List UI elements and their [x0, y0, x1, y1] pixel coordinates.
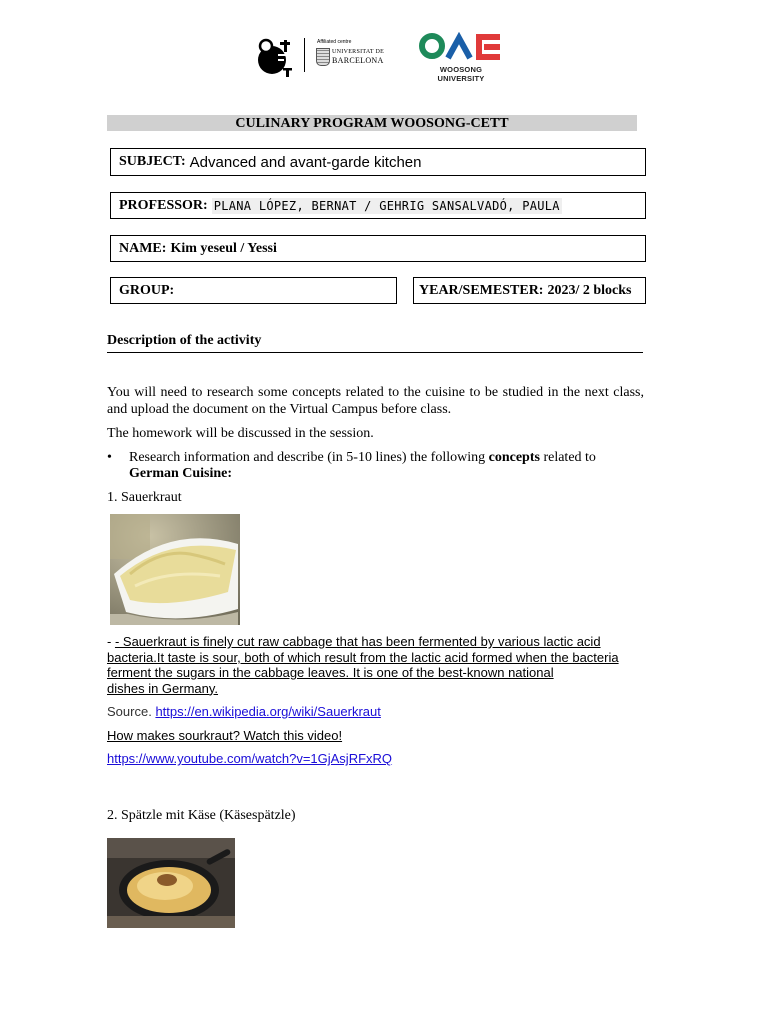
professor-label: PROFESSOR: [119, 197, 208, 213]
group-field [110, 277, 397, 304]
sauerkraut-desc-line-2: bacteria.It taste is sour, both of which result from the lactic acid formed when the bacteria [107, 649, 619, 665]
year-label: YEAR/SEMESTER: [419, 282, 544, 298]
bullet-text-part1: Research information and describe (in 5-10 lines) the following [129, 450, 489, 465]
subject-value: Advanced and avant-garde kitchen [189, 153, 422, 171]
source-label: Source. [107, 704, 152, 719]
bullet-text-part2: related to [539, 450, 596, 465]
universitat-barcelona-logo [312, 38, 392, 72]
page-title: CULINARY PROGRAM WOOSONG-CETT [107, 115, 637, 131]
youtube-link[interactable]: https://www.youtube.com/watch?v=1GjAsjRFxRQ [107, 751, 393, 766]
group-label: GROUP: [119, 282, 175, 298]
bullet-bold-german-cuisine: German Cuisine: [129, 466, 233, 481]
sauerkraut-description [107, 634, 647, 696]
kasespatzle-image [107, 838, 235, 928]
sauerkraut-desc-line-1-text: - Sauerkraut is finely cut raw cabbage that has been fermented by various lactic acid [114, 634, 601, 649]
ub-name-line2: BARCELONA [332, 56, 384, 65]
sauerkraut-desc-line-3: ferment the sugars in the cabbage leaves. It is one of the best-known national [107, 665, 554, 680]
cett-logo [256, 34, 300, 78]
description-paragraph-1: You will need to research some concepts related to the cuisine to be studied in the next class, and upload the document on the Virtual Campus before class. [107, 385, 644, 417]
professor-field [110, 192, 646, 219]
professor-value: PLANA LÓPEZ, BERNAT / GEHRIG SANSALVADÓ, PAULA [213, 198, 560, 213]
subject-label: SUBJECT: [119, 154, 186, 169]
name-field [110, 235, 646, 262]
source-line [107, 704, 381, 719]
woosong-name: WOOSONG UNIVERSITY [437, 65, 485, 83]
year-value: 2023/ 2 blocks [547, 282, 632, 298]
ub-affiliated-text: Affiliated centre [317, 39, 352, 45]
ub-name-line1: UNIVERSITAT DE [332, 49, 385, 55]
name-value: Kim yeseul / Yessi [170, 240, 277, 256]
ub-crest-icon [316, 48, 330, 66]
item-2-title: 2. Spätzle mit Käse (Käsespätzle) [107, 808, 296, 823]
sauerkraut-desc-line-1: - - Sauerkraut is finely cut raw cabbage that has been fermented by various lactic acid [107, 634, 601, 649]
video-prompt: How makes sourkraut? Watch this video! [107, 728, 343, 743]
description-heading: Description of the activity [107, 333, 643, 353]
name-label: NAME: [119, 240, 167, 256]
bullet-icon: • [107, 450, 112, 465]
sauerkraut-desc-line-4: dishes in Germany. [107, 680, 219, 696]
item-1-title: 1. Sauerkraut [107, 490, 182, 505]
logo-divider [304, 38, 305, 72]
description-paragraph-2: The homework will be discussed in the session. [107, 426, 374, 441]
wikipedia-link[interactable]: https://en.wikipedia.org/wiki/Sauerkraut [155, 704, 381, 719]
year-semester-field [413, 277, 646, 304]
woosong-university-logo [418, 32, 504, 83]
bullet-text [129, 450, 645, 482]
subject-field [110, 148, 646, 176]
bullet-bold-concepts: concepts [488, 450, 540, 465]
sauerkraut-image [110, 514, 240, 625]
